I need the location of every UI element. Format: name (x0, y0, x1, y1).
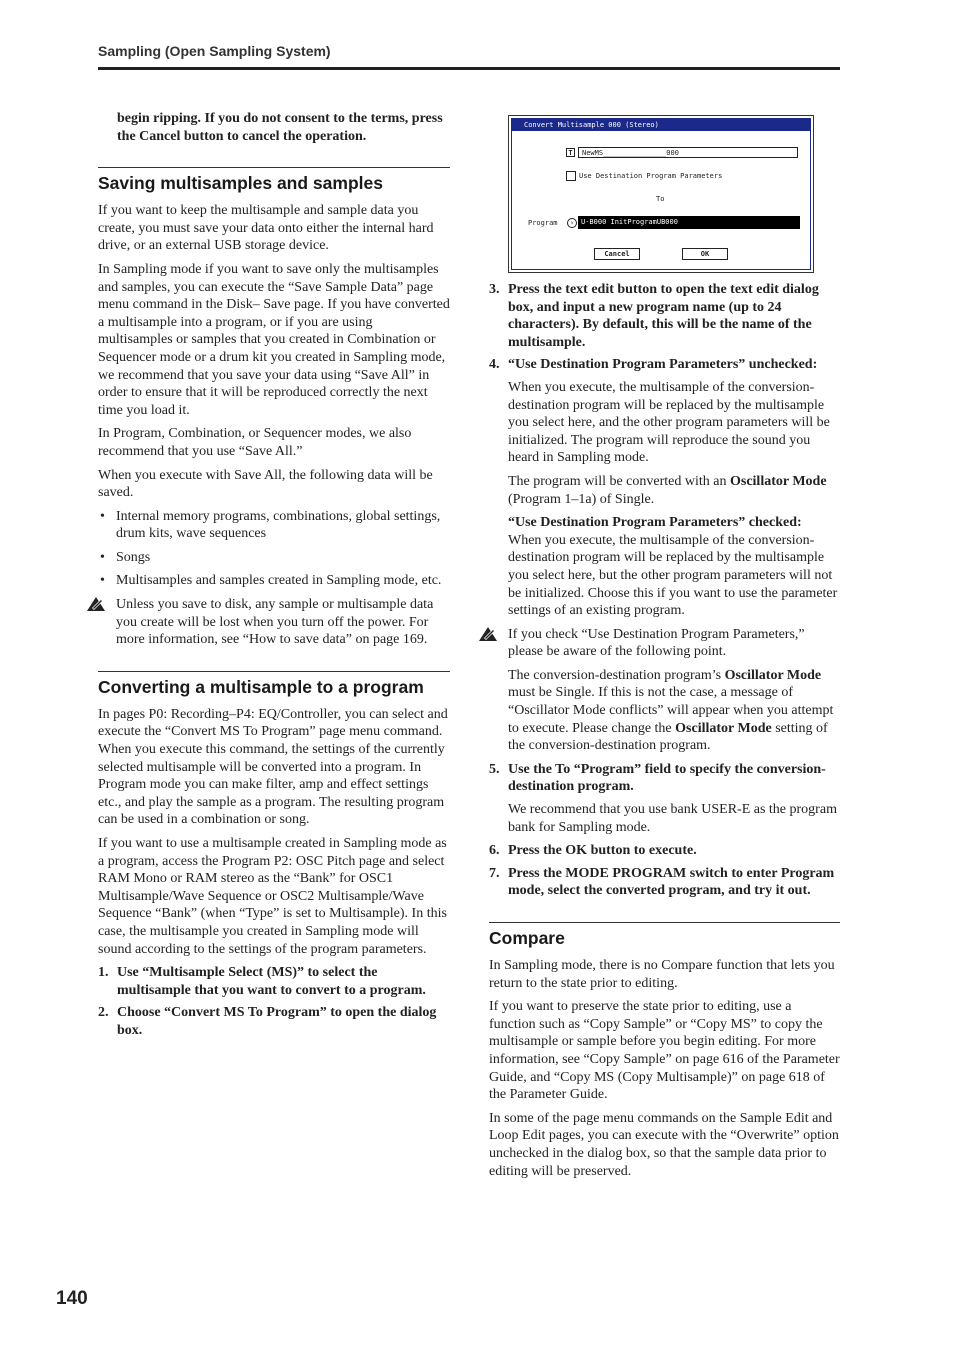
step-7: 7. Press the MODE PROGRAM switch to enter Program mode, select the converted program, and try it out. (489, 865, 835, 899)
text-edit-icon[interactable]: T (566, 148, 575, 157)
intro-text: begin ripping. If you do not consent to the terms, press the Cancel button to cancel the operation. (117, 111, 443, 144)
list-item: • Multisamples and samples created in Sampling mode, etc. (98, 572, 450, 590)
program-label: Program (528, 219, 558, 227)
convert-multisample-dialog (508, 115, 814, 273)
section-heading-saving: Saving multisamples and samples (98, 173, 383, 194)
program-select-arrow-icon[interactable]: › (567, 218, 577, 228)
paragraph: If you want to preserve the state prior to editing, use a function such as “Copy Sample” or “Copy MS” to copy the multisample or sample before you begin editing. For more information, see “Copy Sample” on page 616 of the Parameter Guide, and “Copy MS (Copy Multisample)” on page 618 of the Parameter Guide. (489, 999, 840, 1103)
paragraph: When you execute, the multisample of the conversion-destination program will be replaced by the multisample you select here, and the other program parameters will be initialized. The program will reproduce the sound you heard in Sampling mode. (508, 379, 830, 466)
program-name-field[interactable]: NewMS_______________000 (578, 147, 798, 158)
program-select-field[interactable]: U-B000 InitProgramUB000 (578, 216, 800, 229)
step-5: 5. Use the To “Program” field to specify the conversion-destination program. (489, 761, 826, 795)
paragraph: In Sampling mode if you want to save only the multisamples and samples, you can execute the “Save Sample Data” page menu command in the Disk– Save page. If you have converted a multisample into a program, or if you are using multisamples or samples that you created in Combination or Sequencer mode or a drum kit you created in Sampling mode, we recommend that you save your data using “Save All” in order to ensure that it will be reproduced correctly the next time you load it. (98, 261, 450, 418)
dialog-title: Convert Multisample 000 (Stereo) (512, 119, 810, 131)
paragraph: In Program, Combination, or Sequencer modes, we also recommend that you use “Save All.” (98, 426, 412, 459)
paragraph: If you want to use a multisample created in Sampling mode as a program, access the Program P2: OSC Pitch page and select RAM Mono or RAM stereo as the “Bank” for OSC1 Multisample/Wave Sequence or OSC2 Multisample/Wave Sequence “Bank” (when “Type” is set to Multisample). In this case, the multisample you created in Sampling mode will sound according to the settings of the program parameters. (98, 836, 447, 957)
header-rule (98, 67, 840, 70)
use-destination-checkbox[interactable] (566, 171, 722, 181)
paragraph: In pages P0: Recording–P4: EQ/Controller, you can select and execute the “Convert MS To Program” page menu command. When you execute this command, the settings of the currently selected multisample will be converted into a program. In Program mode you can make filter, amp and effect settings etc., and play the sample as a program. The resulting program can be used in a combination or song. (98, 706, 448, 828)
paragraph: In some of the page menu commands on the Sample Edit and Loop Edit pages, you can execute with the “Overwrite” option unchecked in the dialog box, so that the sample data prior to editing will be preserved. (489, 1110, 839, 1179)
paragraph: If you want to keep the multisample and sample data you create, you must save your data onto either the internal hard drive, or an external USB storage device. (98, 203, 434, 254)
pencil-note-icon (478, 625, 500, 643)
step-3: 3. Press the text edit button to open the text edit dialog box, and input a new program name (up to 24 characters). By default, this will be the name of the multisample. (489, 282, 819, 350)
running-header: Sampling (Open Sampling System) (98, 43, 331, 59)
note-text: If you check “Use Destination Program Parameters,” please be aware of the following point. (508, 626, 805, 660)
paragraph: We recommend that you use bank USER-E as the program bank for Sampling mode. (508, 802, 837, 835)
step-2: 2. Choose “Convert MS To Program” to open the dialog box. (98, 1005, 437, 1038)
paragraph: In Sampling mode, there is no Compare function that lets you return to the state prior to editing. (489, 958, 835, 991)
note-text: Unless you save to disk, any sample or multisample data you create will be lost when you turn off the power. For more information, see “How to save data” on page 169. (116, 597, 434, 648)
step-1: 1. Use “Multisample Select (MS)” to select the multisample that you want to convert to a program. (98, 965, 426, 998)
saved-data-list (98, 508, 450, 590)
checkbox-label: Use Destination Program Parameters (579, 172, 723, 180)
paragraph: The conversion-destination program’s Oscillator Mode must be Single. If this is not the case, a message of “Oscillator Mode conflicts” will appear when you attempt to execute. Please change the Oscillator Mode setting of the conversion-destination program. (508, 667, 834, 754)
cancel-button[interactable]: Cancel (594, 248, 640, 260)
section-heading-converting: Converting a multisample to a program (98, 676, 424, 697)
to-label: To (656, 195, 665, 203)
checkbox-box[interactable] (566, 171, 576, 181)
ok-button[interactable]: OK (682, 248, 728, 260)
list-item: • Internal memory programs, combinations, global settings, drum kits, wave sequences (98, 508, 450, 543)
paragraph: When you execute with Save All, the following data will be saved. (98, 467, 433, 501)
note (489, 626, 840, 661)
step-4: 4. “Use Destination Program Parameters” unchecked: (489, 357, 818, 373)
step-6: 6. Press the OK button to execute. (489, 843, 697, 859)
pencil-note-icon (86, 595, 108, 613)
section-heading-compare: Compare (489, 928, 565, 948)
left-column (98, 110, 450, 1045)
note (98, 596, 450, 649)
paragraph: “Use Destination Program Parameters” checked: When you execute, the multisample of the conversion-destination program will be replaced by the multisample you select here, but the other program parameters will not be initialized. Choose this if you want to use the parameter settings of an existing program. (508, 515, 838, 619)
page-number: 140 (56, 1288, 88, 1309)
list-item: • Songs (98, 549, 450, 567)
right-column (489, 281, 840, 1186)
paragraph: The program will be converted with an Oscillator Mode (Program 1–1a) of Single. (508, 473, 827, 507)
